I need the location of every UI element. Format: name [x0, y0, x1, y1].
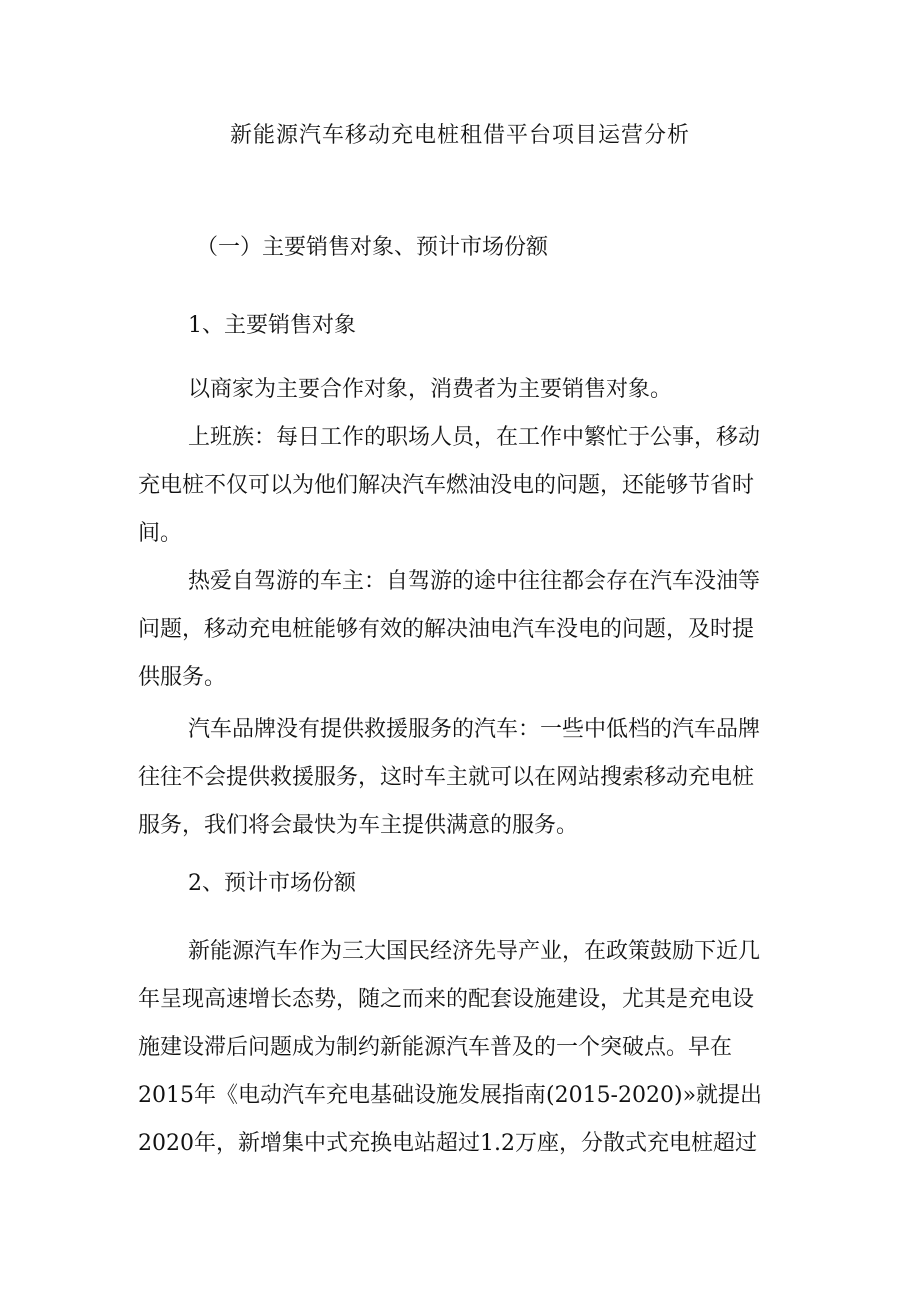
paragraph-line: 充电桩不仅可以为他们解决汽车燃油没电的问题，还能够节省时 [138, 473, 755, 498]
paragraph-line: 上班族：每日工作的职场人员，在工作中繁忙于公事，移动 [188, 425, 761, 450]
paragraph-line: 年呈现高速增长态势，随之而来的配套设施建设，尤其是充电设 [138, 987, 755, 1012]
subsection-heading-sales-targets: 1、主要销售对象 [188, 313, 356, 338]
paragraph-line: 2020年，新增集中式充换电站超过1.2万座，分散式充电桩超过 [138, 1131, 757, 1156]
paragraph-line: 间。 [138, 521, 183, 546]
subsection-heading-market-share: 2、预计市场份额 [188, 871, 356, 896]
paragraph-line: 问题，移动充电桩能够有效的解决油电汽车没电的问题，及时提 [138, 617, 755, 642]
paragraph-line: 施建设滞后问题成为制约新能源汽车普及的一个突破点。早在 [138, 1035, 733, 1060]
paragraph-line: 新能源汽车作为三大国民经济先导产业，在政策鼓励下近几 [188, 939, 761, 964]
paragraph-market-share [138, 928, 762, 1168]
paragraph-partners [138, 366, 672, 414]
paragraph-road-trip-owners [138, 558, 760, 702]
paragraph-line: 供服务。 [138, 665, 227, 690]
page-title: 新能源汽车移动充电桩租借平台项目运营分析 [229, 123, 690, 148]
paragraph-line: 热爱自驾游的车主：自驾游的途中往往都会存在汽车没油等 [188, 569, 761, 594]
paragraph-brands-without-rescue [138, 706, 760, 850]
paragraph-line: 服务，我们将会最快为车主提供满意的服务。 [138, 813, 579, 838]
paragraph-line: 汽车品牌没有提供救援服务的汽车：一些中低档的汽车品牌 [188, 717, 761, 742]
paragraph-office-workers [138, 414, 760, 558]
section-heading: （一）主要销售对象、预计市场份额 [196, 235, 549, 260]
paragraph-line: 2015年《电动汽车充电基础设施发展指南(2015-2020)»就提出 [138, 1083, 763, 1108]
paragraph-line: 以商家为主要合作对象，消费者为主要销售对象。 [188, 377, 673, 402]
paragraph-line: 往往不会提供救援服务，这时车主就可以在网站搜索移动充电桩 [138, 765, 755, 790]
